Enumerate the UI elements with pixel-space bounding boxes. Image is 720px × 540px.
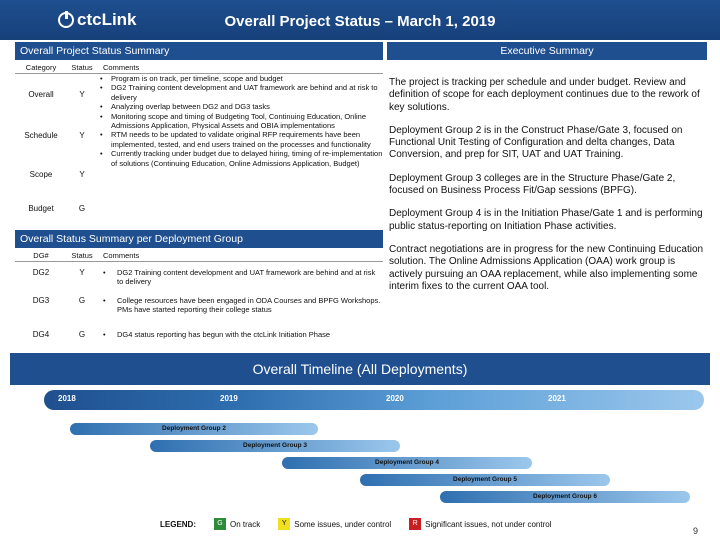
header-banner: [0, 0, 720, 40]
comment-item: • Analyzing overlap between DG2 and DG3 tasks: [97, 102, 383, 111]
year-track: [44, 390, 704, 410]
timeline-bar-dg5: Deployment Group 5: [360, 474, 610, 486]
deployment-row-dg4: [15, 330, 383, 339]
deployment-section-title: Overall Status Summary per Deployment Group: [15, 230, 383, 248]
legend-swatch-red: R: [409, 518, 421, 530]
exec-paragraph: Deployment Group 4 is in the Initiation Phase/Gate 1 and is performing public status-reporting on Initiation Phase activities.: [389, 208, 703, 232]
year-label: 2018: [58, 394, 76, 403]
dg-comment: • DG4 status reporting has begun with the ctcLink Initiation Phase: [97, 330, 383, 339]
col-category: Category: [25, 63, 57, 72]
status-badge: G: [78, 330, 86, 339]
dg-comment: • DG2 Training content development and UAT framework are behind and at risk to delivery: [97, 268, 383, 287]
legend: [160, 518, 569, 530]
col-status: Status: [71, 63, 93, 72]
category-label: Schedule: [24, 131, 58, 140]
summary-section-title: Overall Project Status Summary: [15, 42, 383, 60]
status-badge: G: [78, 204, 86, 213]
legend-text: On track: [230, 519, 261, 529]
dg-comment: • College resources have been engaged in ODA Courses and BPFG Workshops. PMs have started reporting their college status: [97, 296, 383, 315]
timeline-title: Overall Timeline (All Deployments): [10, 353, 710, 385]
summary-table-body: [15, 74, 383, 226]
page-number: 9: [692, 526, 698, 536]
summary-row-overall: [15, 90, 97, 99]
deployment-row-dg3: [15, 296, 383, 315]
legend-text: Some issues, under control: [294, 519, 392, 529]
comment-item: • DG2 Training content development and UAT framework are behind and at risk to delivery: [97, 83, 383, 102]
status-badge: G: [78, 296, 86, 305]
timeline: [10, 385, 710, 510]
timeline-bar-dg2: Deployment Group 2: [70, 423, 318, 435]
deployment-table-header: [15, 250, 383, 262]
dg-label: DG4: [32, 330, 50, 339]
legend-swatch-yellow: Y: [278, 518, 290, 530]
comment-item: • Monitoring scope and timing of Budgeting Tool, Continuing Education, Online Admissions Application, Physical Assets and OBIA implementations: [97, 112, 383, 131]
exec-paragraph: The project is tracking per schedule and under budget. Review and definition of scope for each deployment continues due to the rework of key solutions.: [389, 77, 700, 113]
legend-swatch-green: G: [214, 518, 226, 530]
col-comments: Comments: [103, 63, 140, 72]
year-label: 2021: [548, 394, 566, 403]
timeline-bar-dg6: Deployment Group 6: [440, 491, 690, 503]
year-label: 2019: [220, 394, 238, 403]
page-title: Overall Project Status – March 1, 2019: [224, 13, 496, 30]
category-label: Scope: [29, 170, 53, 179]
summary-row-scope: [15, 170, 97, 179]
executive-summary: [389, 77, 709, 304]
dg-label: DG2: [32, 268, 50, 277]
exec-paragraph: Deployment Group 3 colleges are in the Structure Phase/Gate 2, focused on Business Process Fit/Gap sessions (BPFG).: [389, 172, 676, 197]
executive-section-title: Executive Summary: [387, 42, 707, 60]
summary-row-schedule: [15, 131, 97, 140]
dg-label: DG3: [32, 296, 50, 305]
timeline-bar-dg3: Deployment Group 3: [150, 440, 400, 452]
status-badge: Y: [79, 90, 85, 99]
summary-row-budget: [15, 204, 97, 213]
deployment-row-dg2: [15, 268, 383, 287]
col-comments: Comments: [103, 251, 140, 260]
status-badge: Y: [79, 268, 85, 277]
year-label: 2020: [386, 394, 404, 403]
comment-item: • Currently tracking under budget due to delayed hiring, timing of re-implementation of solutions (Continuing Education, Online Admissions Application, Budget): [97, 149, 383, 168]
summary-table-header: [15, 62, 383, 74]
exec-paragraph: Contract negotiations are in progress for the new Continuing Education solution. The Online Admissions Application (OAA) work group is actively pursuing an OAA replacement, while also implementing some interim fixes to the current OAA tool.: [389, 243, 704, 292]
status-badge: Y: [79, 170, 85, 179]
status-badge: Y: [79, 131, 85, 140]
summary-comments: [97, 74, 383, 168]
timeline-bar-dg4: Deployment Group 4: [282, 457, 532, 469]
category-label: Overall: [28, 90, 54, 99]
exec-paragraph: Deployment Group 2 is in the Construct Phase/Gate 3, focused on Functional Unit Testing of Configuration and delta changes, Data Conversion, and prep for SIT, UAT and UAT Training.: [389, 124, 683, 161]
deployment-table: [15, 250, 383, 339]
col-dg: DG#: [33, 251, 49, 260]
comment-item: • RTM needs to be updated to validate original RFP requirements have been implemented, tested, and end users trained on the processes and functionality: [97, 130, 383, 149]
legend-label: LEGEND:: [160, 519, 196, 529]
category-label: Budget: [28, 204, 54, 213]
col-status: Status: [71, 251, 93, 260]
comment-item: • Program is on track, per timeline, scope and budget: [97, 74, 383, 83]
logo-text: ctcLink: [77, 10, 137, 29]
legend-text: Significant issues, not under control: [425, 519, 552, 529]
